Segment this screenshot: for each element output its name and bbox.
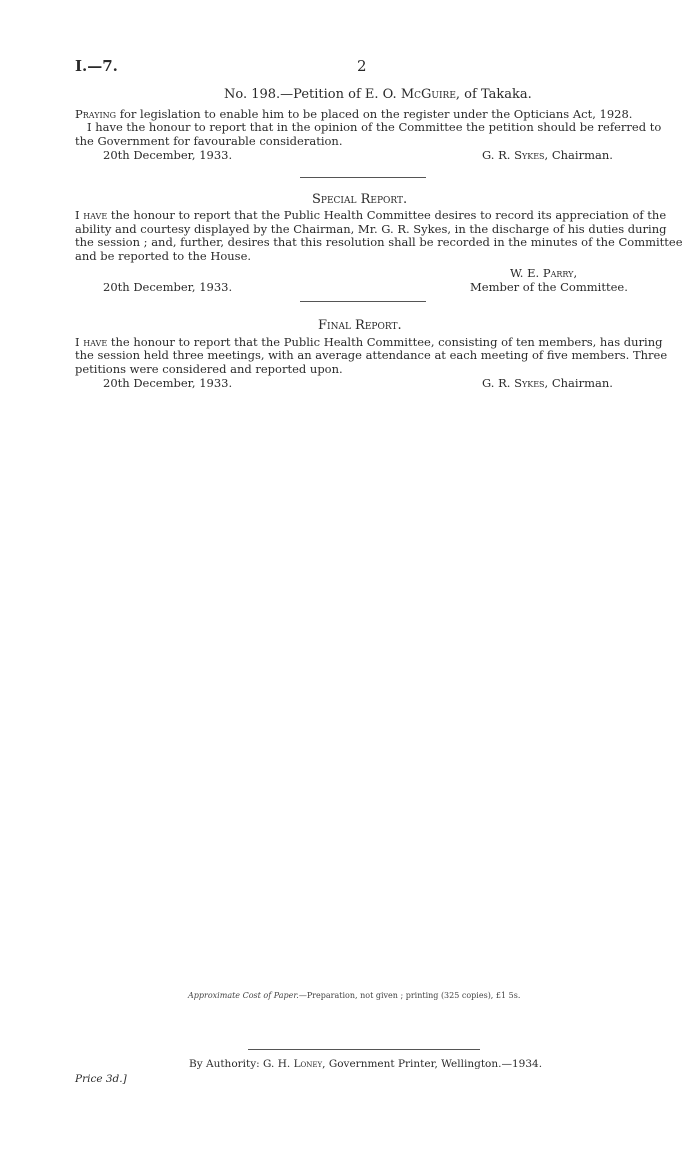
final-line-2: the session held three meetings, with an average attendance at each meeting of five members. Three [75,348,668,362]
page-number: 2 [357,57,367,75]
petition-date: 20th December, 1933. [103,148,233,162]
divider [248,1049,480,1050]
special-line-2: ability and courtesy displayed by the Chairman, Mr. G. R. Sykes, in the discharge of his duties during [75,222,667,236]
final-line-1: I have the honour to report that the Public Health Committee, consisting of ten members, has during [75,335,663,349]
special-date: 20th December, 1933. [103,280,233,294]
special-line-3: the session ; and, further, desires that this resolution shall be recorded in the minutes of the Committee [75,235,683,249]
cost-of-paper: Approximate Cost of Paper.—Preparation, not given ; printing (325 copies), £1 5s. [188,991,521,1000]
divider [300,177,426,178]
petition-title: No. 198.—Petition of E. O. McGuire, of Takaka. [224,87,532,102]
special-signature-name: W. E. Parry, [510,266,578,280]
petition-line-3: the Government for favourable consideration. [75,134,343,148]
special-signature-role: Member of the Committee. [470,280,628,294]
petition-line-1: Praying for legislation to enable him to be placed on the register under the Opticians Act, 1928. [75,107,633,121]
divider [300,301,426,302]
petition-line-2: I have the honour to report that in the opinion of the Committee the petition should be referred to [87,120,662,134]
authority-line: By Authority: G. H. Loney, Government Printer, Wellington.—1934. [189,1058,543,1070]
price: Price 3d.] [75,1073,127,1085]
special-line-1: I have the honour to report that the Public Health Committee desires to record its appreciation of the [75,208,667,222]
final-line-3: petitions were considered and reported upon. [75,362,343,376]
final-signature: G. R. Sykes, Chairman. [482,376,613,390]
final-date: 20th December, 1933. [103,376,233,390]
final-report-heading: Final Report. [318,318,402,333]
document-reference: I.—7. [75,57,118,75]
petition-signature: G. R. Sykes, Chairman. [482,148,613,162]
special-report-heading: Special Report. [312,192,408,207]
special-line-4: and be reported to the House. [75,249,252,263]
